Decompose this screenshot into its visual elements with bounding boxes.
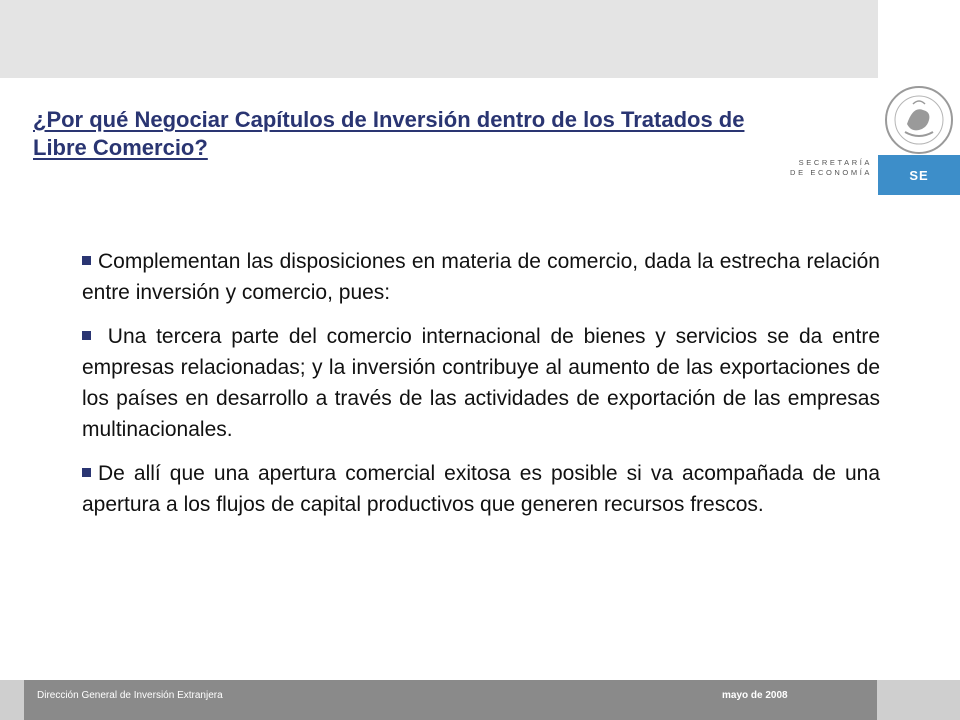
square-bullet-icon <box>82 468 91 477</box>
header-band-right <box>878 0 960 78</box>
bullet-text: Complementan las disposiciones en materia de comercio, dada la estrecha relación entre inversión y comercio, pues: <box>82 250 880 304</box>
agency-line-1: SECRETARÍA <box>798 158 872 167</box>
footer-date: mayo de 2008 <box>722 690 788 701</box>
agency-line-2: DE ECONOMÍA <box>790 168 872 177</box>
mexican-coat-of-arms-icon <box>883 84 955 156</box>
bullet-item <box>82 246 880 308</box>
se-badge: SE <box>878 155 960 195</box>
agency-name <box>780 158 872 178</box>
bullet-text: De allí que una apertura comercial exitosa es posible si va acompañada de una apertura a los flujos de capital productivos que generen recursos frescos. <box>82 462 880 516</box>
slide-content <box>82 246 880 533</box>
slide-title: ¿Por qué Negociar Capítulos de Inversión dentro de los Tratados de Libre Comercio? <box>33 107 745 160</box>
bullet-item <box>82 458 880 520</box>
bullet-text: Una tercera parte del comercio internacional de bienes y servicios se da entre empresas relacionadas; y la inversión contribuye al aumento de las exportaciones de los países en desarrollo a través de las actividades de exportación de las empresas multinacionales. <box>82 325 880 441</box>
square-bullet-icon <box>82 331 91 340</box>
header-band <box>0 0 878 78</box>
square-bullet-icon <box>82 256 91 265</box>
footer-department: Dirección General de Inversión Extranjera <box>37 690 223 701</box>
bullet-item <box>82 321 880 445</box>
